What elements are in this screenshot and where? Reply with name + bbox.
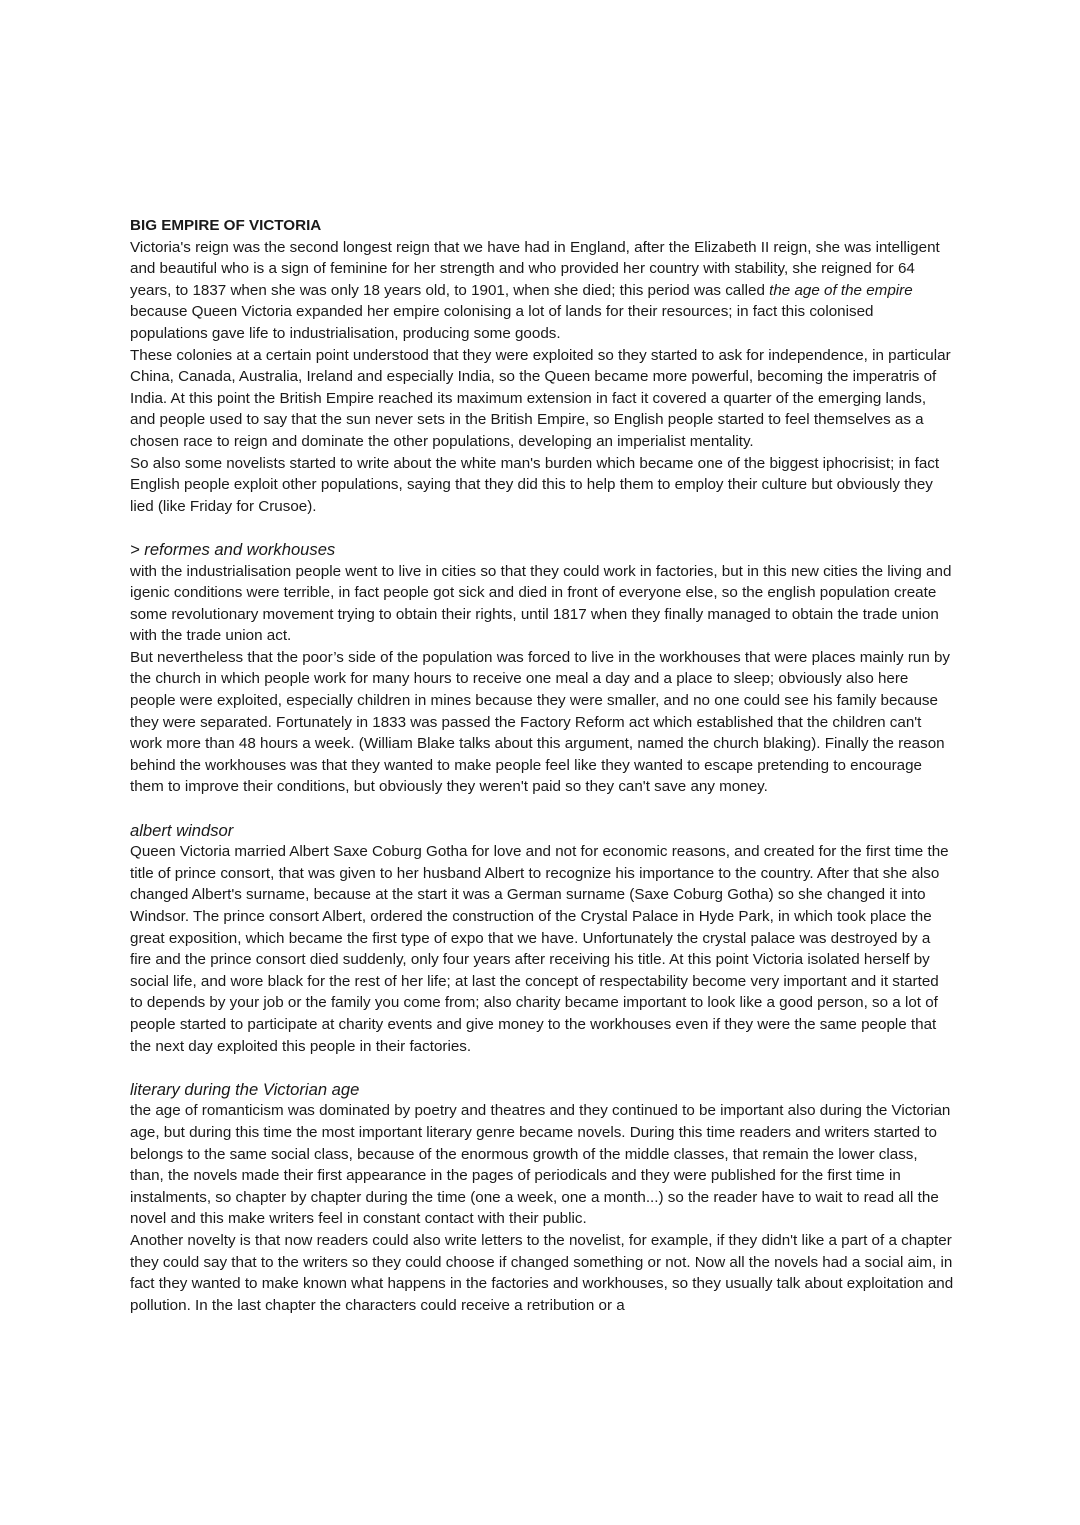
paragraph: These colonies at a certain point understood that they were exploited so they started to ask for independence, in particular China, Canada, Australia, Ireland and especially India, so the Queen became more powerful, becoming the imperatris of India. At this point the British Empire reached its maximum extension in fact it covered a quarter of the emerging lands, and people used to say that the sun never sets in the British Empire, so English people started to feel themselves as a chosen race to reign and dominate the other populations, developing an imperialist mentality.: [130, 346, 951, 450]
paragraph: with the industrialisation people went to live in cities so that they could work in factories, but in this new cities the living and igenic conditions were terrible, in fact people got sick and died in front of everyone else, so the english population create some revolutionary movement trying to obtain their rights, until 1817 when they finally managed to obtain the trade union with the trade union act.: [130, 562, 952, 645]
section-big-empire: [130, 215, 955, 517]
section-heading: literary during the Victorian age: [130, 1079, 360, 1099]
paragraph: Victoria's reign was the second longest reign that we have had in England, after the Elizabeth II reign, she was intelligent and beautiful who is a sign of feminine for her strength and who provided her country with stability, she reigned for 64 years, to 1837 when she was only 18 years old, to 1901, when she died; this period was called the age of the empire because Queen Victoria expanded her empire colonising a lot of lands for their resources; in fact this colonised populations gave life to industrialisation, producing some goods.: [130, 238, 940, 342]
section-heading: albert windsor: [130, 820, 234, 840]
section-albert-windsor: [130, 820, 955, 1058]
paragraph: So also some novelists started to write about the white man's burden which became one of the biggest iphocrisist; in fact English people exploit other populations, saying that they did this to help them to employ their culture but obviously they lied (like Friday for Crusoe).: [130, 454, 940, 515]
paragraph: the age of romanticism was dominated by poetry and theatres and they continued to be important also during the Victorian age, but during this time the most important literary genre became novels. During this time readers and writers started to belongs to the same social class, because of the enormous growth of the middle classes, that remain the lower class, than, the novels made their first appearance in the pages of periodicals and they were published for the first time in instalments, so chapter by chapter during the time (one a week, one a month...) so the reader have to wait to read all the novel and this make writers feel in constant contact with their public.: [130, 1102, 951, 1228]
section-heading: > reformes and workhouses: [130, 539, 336, 559]
section-literary-victorian: [130, 1079, 955, 1317]
paragraph: But nevertheless that the poor’s side of the population was forced to live in the workhouses that were places mainly run by the church in which people work for many hours to receive one meal a day and a place to sleep; obviously also here people were exploited, especially children in mines because they were smaller, and no one could see his family because they were separated. Fortunately in 1833 was passed the Factory Reform act which established that the children can't work more than 48 hours a week. (William Blake talks about this argument, named the church blaking). Finally the reason behind the workhouses was that they wanted to make people feel like they wanted to escape pretending to encourage them to improve their conditions, but obviously they weren't paid so they can't save any money.: [130, 648, 951, 796]
paragraph: Queen Victoria married Albert Saxe Coburg Gotha for love and not for economic reasons, and created for the first time the title of prince consort, that was given to her husband Albert to recognize his importance to the country. After that she also changed Albert's surname, because at the start it was a German surname (Saxe Coburg Gotha) so she changed it into Windsor. The prince consort Albert, ordered the construction of the Crystal Palace in Hyde Park, in which took place the great exposition, which became the first type of expo that we have. Unfortunately the crystal palace was destroyed by a fire and the prince consort died suddenly, only four years after receiving his title. At this point Victoria isolated herself by social life, and wore black for the rest of her life; at last the concept of respectability become very important and it started to depends by your job or the family you come from; also charity became important to look like a good person, so a lot of people started to participate at charity events and give money to the workhouses even if they were the same people that the next day exploited this people in their factories.: [130, 843, 949, 1055]
paragraph: Another novelty is that now readers could also write letters to the novelist, for example, if they didn't like a part of a chapter they could say that to the writers so they could choose if changed something or not. Now all the novels had a social aim, in fact they wanted to make known what happens in the factories and workhouses, so they usually talk about exploitation and pollution. In the last chapter the characters could receive a retribution or a: [130, 1231, 954, 1314]
italic-phrase: the age of the empire: [769, 281, 913, 299]
document-body: [130, 215, 955, 1338]
section-heading: BIG EMPIRE OF VICTORIA: [130, 217, 322, 234]
section-reformes-workhouses: [130, 539, 955, 798]
